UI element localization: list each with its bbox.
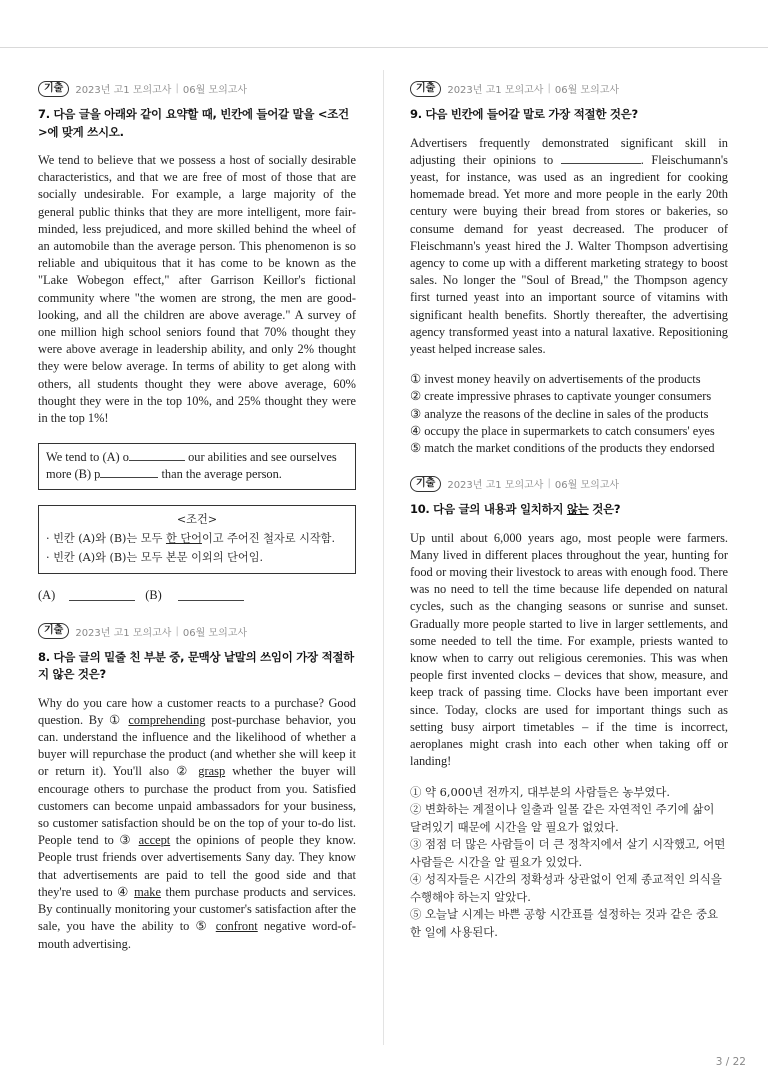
passage-text: post-purchase behavior, you can. understand the influence and the likelihood of whether a buyer will repurchase the product (and whether she will keep it or return it). You'll also ② [38, 712, 356, 779]
passage-text: . Fleischumann's yeast, for instance, was used as an ingredient for cooking homemade bread. Yet more and more people in the early 20th century were buying their bread from stores or bakeries, so consume demand for yeast decreased. The producer of Fleischmann's yeast hired the J. Walter Thompson advertising agency to come up with a different marketing strategy to boost sales. No longer the "Soul of Bread," the Thompson agency first turned yeast into an important source of vitamins with significant health benefits. Shortly thereafter, the advertising agency transformed yeast into a natural laxative. Repositioning yeast helped increase sales. [410, 152, 728, 356]
right-column [410, 80, 728, 941]
exam-month: 06월 모의고사 [182, 627, 248, 639]
question-passage: We tend to believe that we possess a host of socially desirable characteristics, and that we are free of most of those that are socially undesirable. For example, a large majority of the general public thinks that they are more intelligent, more fair-minded, less prejudiced, and more skilled behind the wheel of an automobile than the average person. This phenomenon is so reliable and ubiquitous that it has come to be known as the "Lake Wobegon effect," after Garrison Keillor's fictional community where "the women are strong, the men are good-looking, and all the children are above average." A survey of one million high school seniors found that 70% thought they were above average in leadership ability, and only 2% thought they were below average. In terms of ability to get along with others, all students thought they were above average, 60% thought they were in the top 10%, and 25% thought they were in the top 1%! [38, 153, 356, 426]
left-column [38, 80, 356, 953]
blank-a [129, 450, 185, 461]
exam-tag: 기출 [38, 81, 69, 97]
exam-tag: 기출 [410, 476, 441, 492]
exam-month: 06월 모의고사 [554, 480, 620, 492]
header-rule [0, 47, 768, 48]
exam-year: 2023년 고1 모의고사 [447, 85, 544, 96]
question-9 [410, 80, 728, 457]
summary-line-1 [46, 449, 348, 466]
passage-text: negative word-of-mouth advertising. [38, 919, 356, 951]
passage-blank [561, 153, 641, 164]
condition-1 [46, 529, 348, 548]
underlined-word: grasp [198, 764, 226, 779]
answer-options [410, 784, 728, 942]
title-text: 것은? [588, 502, 621, 517]
question-title: 8. 다음 글의 밑줄 친 부분 중, 문맥상 낱말의 쓰임이 가장 적절하지 않은 것은? [38, 649, 354, 682]
passage-text: whether the buyer will encourage others to purchase the product from you. Satisfied customers can become unpaid ambassadors for your business, so customer satisfaction should be on the top of your to-do list. People tend to ③ [38, 764, 356, 848]
separator: | [547, 478, 551, 490]
column-divider [383, 70, 384, 1045]
exam-year: 2023년 고1 모의고사 [75, 85, 172, 96]
underlined-word: accept [138, 833, 171, 848]
separator: | [175, 83, 179, 94]
exam-month: 06월 모의고사 [182, 85, 248, 96]
question-8 [38, 623, 356, 953]
question-7 [38, 80, 356, 603]
separator: | [547, 83, 551, 94]
exam-month: 06월 모의고사 [554, 85, 620, 96]
source-line [38, 80, 356, 97]
underlined-word: comprehending [128, 712, 206, 727]
answer-options [410, 371, 728, 457]
underlined-word: make [134, 884, 162, 899]
option-1[interactable]: ① 약 6,000년 전까지, 대부분의 사람들은 농부였다. [410, 784, 671, 799]
source-line [410, 475, 728, 492]
condition-box [38, 505, 356, 574]
exam-year: 2023년 고1 모의고사 [447, 480, 544, 492]
summary-line-2 [46, 466, 348, 483]
option-4[interactable]: ④ occupy the place in supermarkets to catch consumers' eyes [410, 423, 715, 438]
summary-text: more (B) p [46, 467, 101, 482]
condition-text: 이고 주어진 철자로 시작함. [201, 531, 336, 545]
condition-underlined: 한 단어 [165, 531, 202, 545]
option-2[interactable]: ② 변화하는 계절이나 일출과 일몰 같은 자연적인 주기에 삶이 달려있기 때문에 시간을 알 필요가 없었다. [410, 802, 715, 834]
title-text: 10. 다음 글의 내용과 일치하지 [410, 502, 567, 517]
separator: | [175, 625, 179, 637]
summary-text: than the average person. [158, 467, 282, 482]
passage-text: the opinions of people they know. People trust friends over advertisements Sany day. They know that advertisements are paid to tell the good side and that they're used to ④ [38, 833, 356, 899]
condition-title: <조건> [176, 512, 218, 526]
option-2[interactable]: ② create impressive phrases to captivate younger consumers [410, 389, 712, 404]
answer-label-a: (A) [38, 587, 56, 602]
exam-tag: 기출 [38, 623, 69, 639]
question-title [410, 501, 728, 519]
option-5[interactable]: ⑤ 오늘날 시계는 바쁜 공항 시간표를 설정하는 것과 같은 중요한 일에 사용된다. [410, 907, 719, 939]
answer-line [38, 588, 356, 603]
passage-text: Why do you care how a customer reacts to a purchase? Good question. By ① [38, 695, 356, 727]
question-passage [38, 695, 356, 953]
question-10 [410, 475, 728, 941]
question-title: 9. 다음 빈칸에 들어갈 말로 가장 적절한 것은? [410, 107, 638, 121]
answer-blank-a[interactable] [69, 590, 135, 601]
blank-b [100, 467, 158, 478]
summary-text: We tend to (A) o [46, 450, 129, 465]
condition-text: · 빈칸 (A)와 (B)는 모두 [46, 531, 166, 545]
option-3[interactable]: ③ 점점 더 많은 사람들이 더 큰 정착지에서 살기 시작했고, 어떤 사람들은 시간을 알 필요가 있었다. [410, 837, 726, 869]
option-3[interactable]: ③ analyze the reasons of the decline in sales of the products [410, 406, 709, 421]
passage-text: Advertisers frequently demonstrated significant skill in adjusting their opinions to [410, 135, 728, 167]
passage-text: them purchase products and services. By continually monitoring your customer's satisfaction after the sale, you have the ability to ⑤ [38, 884, 356, 934]
source-line [410, 80, 728, 97]
page-number: 3 / 22 [715, 1056, 746, 1068]
summary-text: our abilities and see ourselves [184, 450, 337, 465]
source-line [38, 623, 356, 640]
question-passage: Up until about 6,000 years ago, most people were farmers. Many lived in different places throughout the year, hunting for food or moving their livestock to areas with enough food. There was no need to tell the time because life depended on natural cycles, such as the changing seasons or sunrise and sunset. Gradually more people started to live in larger settlements, and some needed to tell the time. For example, priests wanted to know when to carry out religious ceremonies. This was when people first invented clocks – devices that show, measure, and keep track of passing time. Clocks have been important ever since. Today, clocks are used for important things such as setting busy airport timetables – if the time is incorrect, aeroplanes might crash into each other when taking off or landing! [410, 530, 728, 769]
condition-2: · 빈칸 (A)와 (B)는 모두 본문 이외의 단어임. [46, 550, 264, 564]
option-5[interactable]: ⑤ match the market conditions of the products they endorsed [410, 440, 715, 455]
question-title: 7. 다음 글을 아래와 같이 요약할 때, 빈칸에 들어갈 말을 <조건>에 맞게 쓰시오. [38, 107, 349, 139]
option-4[interactable]: ④ 성직자들은 시간의 정확성과 상관없이 언제 종교적인 의식을 수행해야 하는지 알았다. [410, 872, 722, 904]
option-1[interactable]: ① invest money heavily on advertisements of the products [410, 372, 701, 387]
answer-blank-b[interactable] [178, 590, 244, 601]
title-underlined: 않는 [566, 502, 589, 517]
exam-year: 2023년 고1 모의고사 [75, 627, 172, 639]
answer-label-b: (B) [145, 587, 162, 602]
underlined-word: confront [215, 919, 258, 934]
exam-tag: 기출 [410, 81, 441, 97]
summary-box [38, 443, 356, 489]
question-passage [410, 135, 728, 359]
